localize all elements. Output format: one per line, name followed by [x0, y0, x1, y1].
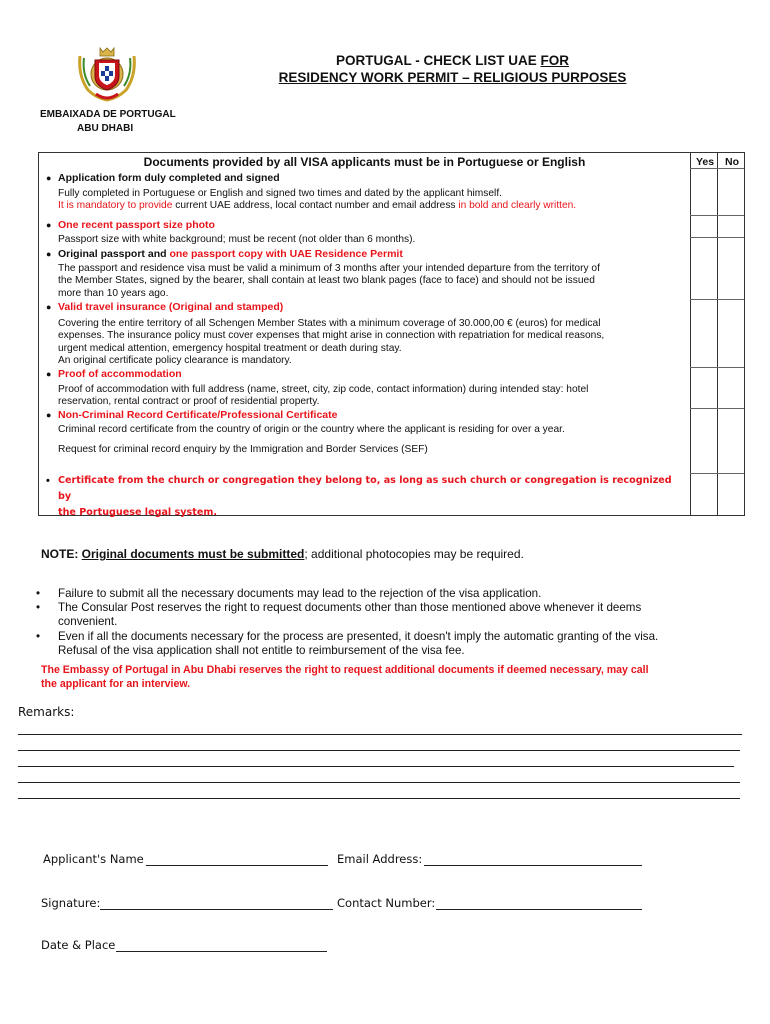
email-address-field[interactable] — [424, 865, 642, 866]
item-travel-insurance-body: Covering the entire territory of all Schengen Member States with a minimum coverage of 30.000,00 € (euros) for medical expenses. The insurance policy must cover expenses that might arise in connection with repatriation for medical reasons, urgent medical attention, emergency hospital treatment or death during stay. An original certificate policy clearance is mandatory. — [58, 318, 605, 367]
remarks-line-3[interactable] — [18, 766, 734, 767]
title-line-2: RESIDENCY WORK PERMIT – RELIGIOUS PURPOSES — [278, 70, 627, 85]
bullet-icon: ● — [46, 369, 52, 379]
email-address-label: Email Address: — [337, 852, 423, 866]
checklist-table — [38, 152, 745, 516]
item-travel-insurance-title: ● Valid travel insurance (Original and stamped) — [46, 301, 284, 313]
remarks-line-2[interactable] — [18, 750, 740, 751]
item-criminal-record-body: Criminal record certificate from the country of origin or the country where the applicant is residing for over a year. Request for criminal record enquiry by the Immigration and Border Services (SEF) — [58, 424, 565, 456]
remarks-line-5[interactable] — [18, 798, 740, 799]
applicant-name-field[interactable] — [146, 865, 328, 866]
embassy-notice: The Embassy of Portugal in Abu Dhabi reserves the right to request additional documents if deemed necessary, may call the applicant for an interview. — [41, 664, 649, 690]
item-passport-photo-title: ● One recent passport size photo — [46, 219, 215, 231]
date-place-label: Date & Place — [41, 938, 116, 952]
bullet-icon: • — [36, 630, 41, 643]
contact-number-label: Contact Number: — [337, 896, 436, 910]
no-column-label: No — [725, 156, 739, 168]
bullet-icon: • — [36, 587, 41, 600]
table-heading: Documents provided by all VISA applicants must be in Portuguese or English — [143, 155, 586, 169]
applicant-name-label: Applicant's Name — [43, 852, 144, 866]
embassy-city: ABU DHABI — [77, 123, 134, 134]
item-passport-photo-body: Passport size with white background; must be recent (not older than 6 months). — [58, 234, 416, 245]
item-application-form-body: Fully completed in Portuguese or English and signed two times and dated by the applicant himself. It is mandatory to provide current UAE address, local contact number and email address in bold and clearly written. — [58, 188, 577, 212]
date-place-field[interactable] — [116, 951, 327, 952]
item-application-form-title: ● Application form duly completed and signed — [46, 172, 280, 184]
bullet-icon: ● — [46, 220, 52, 230]
contact-number-field[interactable] — [436, 909, 642, 910]
remarks-line-1[interactable] — [18, 734, 742, 735]
document-title — [205, 52, 700, 86]
bullet-icon: ● — [46, 249, 52, 259]
signature-field[interactable] — [100, 909, 333, 910]
item-original-passport-title: ● Original passport and one passport copy with UAE Residence Permit — [46, 248, 403, 260]
note-line: NOTE: Original documents must be submitted; additional photocopies may be required. — [41, 547, 524, 561]
signature-label: Signature: — [41, 896, 101, 910]
embassy-name: EMBAIXADA DE PORTUGAL — [40, 109, 176, 120]
bullet-icon: ● — [46, 302, 52, 312]
remarks-line-4[interactable] — [18, 782, 740, 783]
yes-column-label: Yes — [696, 156, 715, 168]
item-accommodation-title: ● Proof of accommodation — [46, 368, 182, 380]
title-line-1: PORTUGAL - CHECK LIST UAE — [335, 53, 541, 68]
item-accommodation-body: Proof of accommodation with full address (name, street, city, zip code, contact information) during intended stay: hotel reservation, rental contract or proof of residential property. — [58, 384, 589, 408]
item-criminal-record-title: ● Non-Criminal Record Certificate/Professional Certificate — [46, 409, 338, 421]
bullet-icon: ● — [46, 173, 52, 183]
bullet-icon: • — [46, 475, 50, 487]
bullet-icon: • — [36, 601, 41, 614]
bullet-icon: ● — [46, 410, 52, 420]
title-line-1-underlined: FOR — [540, 53, 569, 68]
item-church-certificate: • Certificate from the church or congregation they belong to, as long as such church or congregation is recognized by the Portuguese legal system. — [46, 475, 672, 518]
item-original-passport-body: The passport and residence visa must be valid a minimum of 3 months after your intended departure from the territory of the Member States, signed by the bearer, shall contain at least two blank pages (face to face) and should not be issued more than 10 years ago. — [58, 263, 600, 299]
portugal-coat-of-arms-icon — [74, 46, 140, 104]
remarks-label: Remarks: — [18, 705, 75, 719]
